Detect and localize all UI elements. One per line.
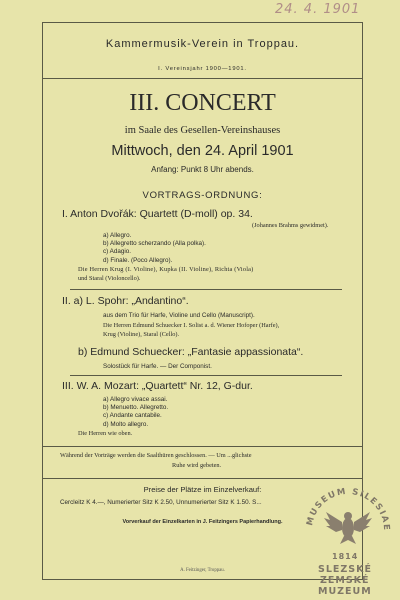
program-item-1-title: I. Anton Dvořák: Quartett (D-moll) op. 34. xyxy=(62,208,253,220)
program-divider xyxy=(70,375,342,376)
program-item-4-movement: b) Menuetto. Allegretto. xyxy=(103,404,169,411)
program-item-4-movement: a) Allegro vivace assai. xyxy=(103,396,168,403)
program-item-1-movement: a) Allegro. xyxy=(103,232,132,239)
program-item-2-subtitle: aus dem Trio für Harfe, Violine und Cello (Manuscript). xyxy=(103,312,255,319)
prices-line: Cercleitz K 4.—, Numerierter Sitz K 2.50, Unnumerierter Sitz K 1.50. S... xyxy=(60,499,262,506)
printer-credit: A. Feitzinger, Troppau. xyxy=(180,568,225,573)
stamp-line: ZEMSKÉ xyxy=(320,575,370,586)
program-item-4-movement: c) Andante cantabile. xyxy=(103,412,162,419)
program-divider xyxy=(70,289,342,290)
program-item-1-movement: b) Allegretto scherzando (Alla polka). xyxy=(103,240,206,247)
program-item-3-title: b) Edmund Schuecker: „Fantasie appassionata“. xyxy=(78,346,304,358)
concert-start: Anfang: Punkt 8 Uhr abends. xyxy=(151,165,254,174)
museum-stamp xyxy=(300,478,396,598)
handwritten-date: 24. 4. 1901 xyxy=(275,2,361,17)
header-divider xyxy=(42,78,363,79)
notice-divider xyxy=(42,446,363,447)
program-item-1-movement: c) Adagio. xyxy=(103,248,132,255)
concert-title: III. CONCERT xyxy=(129,90,276,116)
presale-note: Vorverkauf der Einzelkarten in J. Feitzingers Papierhandlung. xyxy=(122,519,283,525)
program-heading: VORTRAGS-ORDNUNG: xyxy=(142,190,263,201)
prices-heading: Preise der Plätze im Einzelverkauf: xyxy=(143,485,262,494)
program-item-1-performers: Die Herren Krug (I. Violine), Kupka (II. Violine), Richta (Viola) xyxy=(78,266,254,273)
program-item-4-title: III. W. A. Mozart: „Quartett“ Nr. 12, G-dur. xyxy=(62,380,253,392)
program-item-1-dedication: (Johannes Brahms gewidmet). xyxy=(252,222,329,229)
program-item-1-movement: d) Finale. (Poco Allegro). xyxy=(103,257,173,264)
stamp-line: MUZEUM xyxy=(318,586,372,597)
stamp-line: SLEZSKÉ xyxy=(318,564,372,575)
program-item-1-performers: und Staral (Violoncello). xyxy=(78,275,141,282)
concert-date: Mittwoch, den 24. April 1901 xyxy=(111,143,294,159)
program-item-3-subtitle: Solostück für Harfe. — Der Componist. xyxy=(103,363,212,370)
concert-venue: im Saale des Gesellen-Vereinshauses xyxy=(124,125,281,136)
program-item-4-movement: d) Molto allegro. xyxy=(103,421,149,428)
society-name: Kammermusik-Verein in Troppau. xyxy=(105,38,300,50)
notice-text: Während der Vorträge werden die Saalthüren geschlossen. — Um ...glichste xyxy=(60,452,252,459)
notice-text: Ruhe wird gebeten. xyxy=(172,462,222,469)
program-item-2-performers: Krug (Violine), Staral (Cello). xyxy=(103,331,180,338)
museum-stamp-emblem xyxy=(300,478,396,558)
stamp-year: 1814 xyxy=(332,552,359,561)
program-item-4-performers: Die Herren wie oben. xyxy=(78,430,133,437)
society-year: I. Vereinsjahr 1900—1901. xyxy=(158,66,247,72)
program-item-2-title: II. a) L. Spohr: „Andantino“. xyxy=(62,295,189,307)
program-item-2-performers: Die Herren Edmund Schuecker I. Solist a. d. Wiener Hofoper (Harfe), xyxy=(103,322,280,329)
stamp-ring-text: MUSEUM SILESIAE xyxy=(305,486,392,532)
